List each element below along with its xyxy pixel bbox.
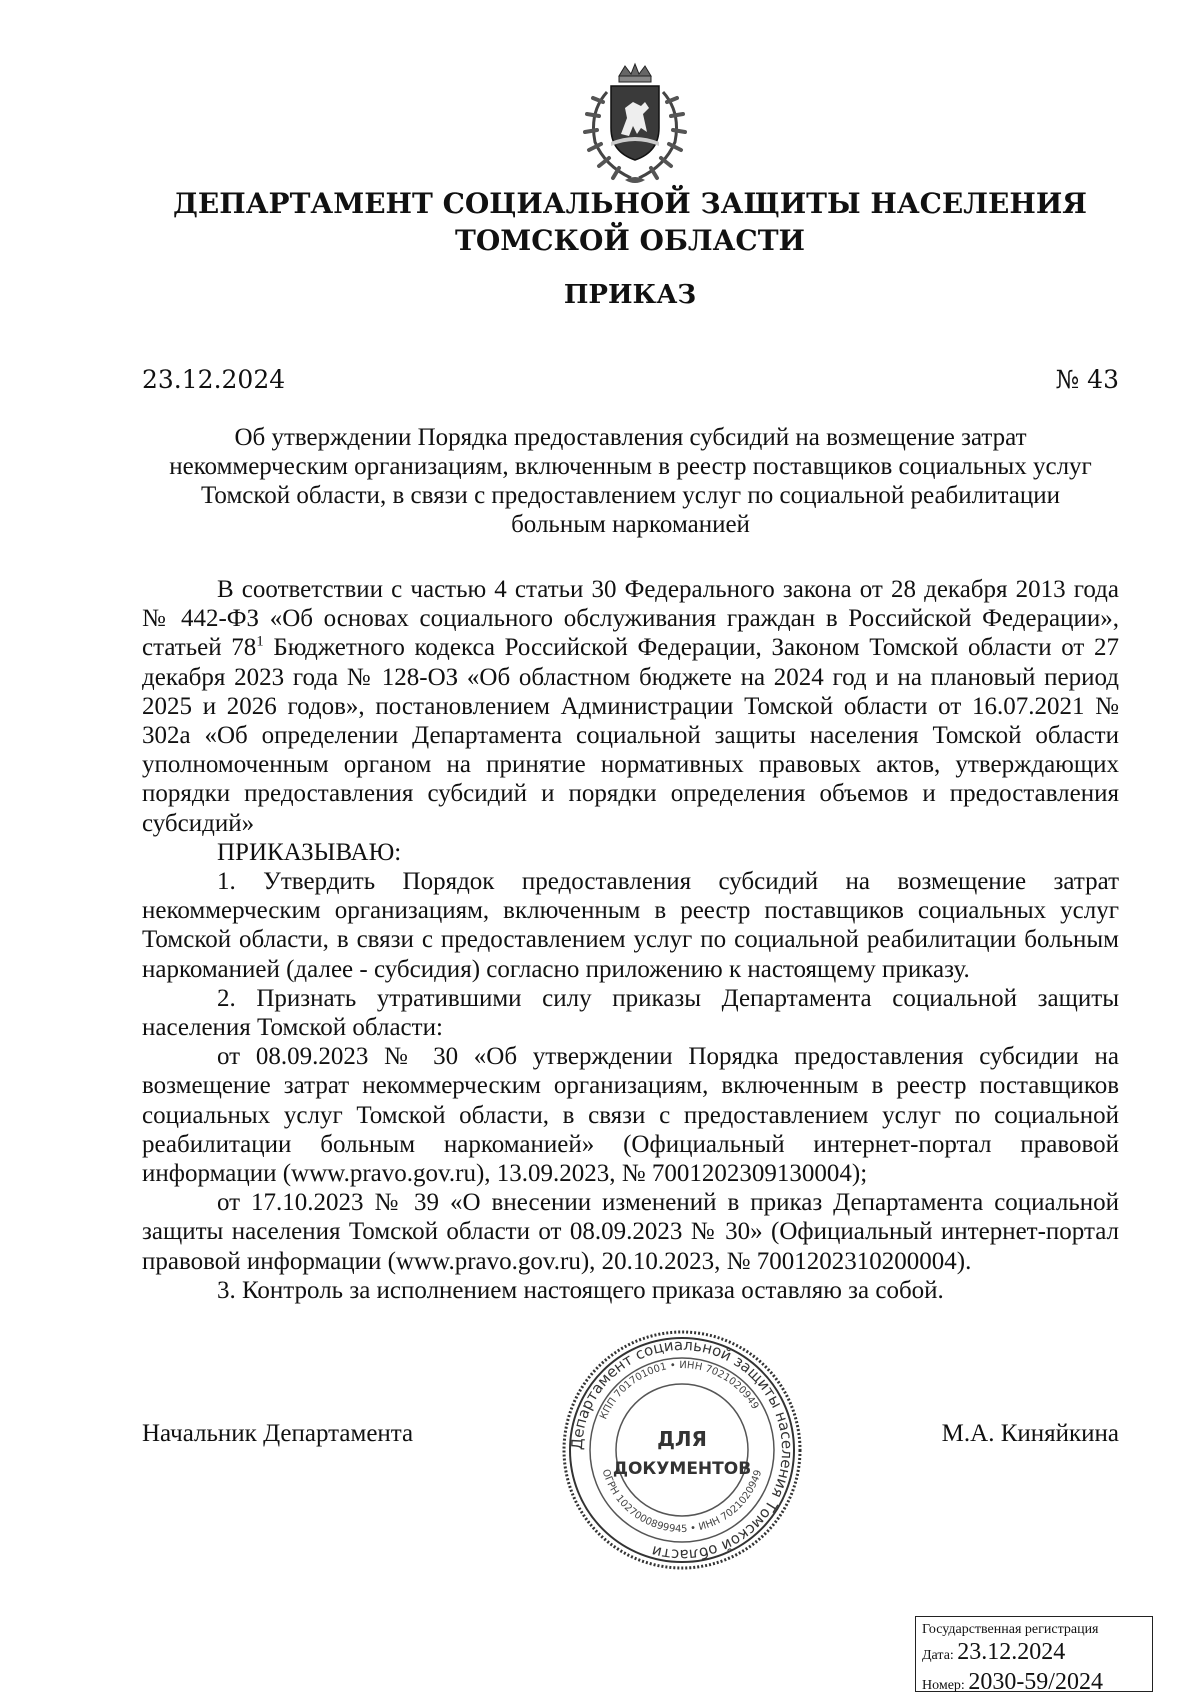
signatory-name: М.А. Киняйкина	[941, 1420, 1119, 1447]
official-seal-stamp	[560, 1328, 804, 1572]
subject-line: больным наркоманией	[511, 511, 750, 538]
preamble-text-b: Бюджетного кодекса Российской Федерации, Законом Томской области от 27 декабря 2023 года № 128-ОЗ «Об областном бюджете на 2024 год и на плановый период 2025 и 2026 годов», постановлением Администрации Томской области от 16.07.2021 № 302а «Об определении Департамента социальной защиты населения Томской области уполномоченным органом на принятие нормативных правовых актов, утверждающих порядки предоставления субсидий и порядки определения объемов и предоставления субсидий»	[142, 634, 1120, 837]
registration-number-row	[922, 1669, 1146, 1699]
order-item-3: 3. Контроль за исполнением настоящего приказа оставляю за собой.	[217, 1276, 944, 1304]
preamble-paragraph	[142, 575, 1119, 838]
order-body	[142, 575, 1119, 1305]
order-number: № 43	[1055, 365, 1119, 394]
stamp-inner-top-text: КПП 701701001 • ИНН 7021020949	[598, 1359, 761, 1422]
stamp-outer-text: Департамент социальной защиты населения Томской области	[567, 1335, 797, 1565]
registration-date-label: Дата:	[922, 1648, 954, 1663]
department-name-line1: ДЕПАРТАМЕНТ СОЦИАЛЬНОЙ ЗАЩИТЫ НАСЕЛЕНИЯ	[173, 187, 1087, 220]
order-item-2b: от 17.10.2023 № 39 «О внесении изменений в приказ Департамента социальной защиты населения Томской области от 08.09.2023 № 30» (Официальный интернет-портал правовой информации (www.pravo.gov.ru), 20.10.2023, № 7001202310200004).	[142, 1189, 1119, 1275]
subject-line: некоммерческим организациям, включенным в реестр поставщиков социальных услуг	[169, 453, 1092, 480]
registration-box	[915, 1616, 1153, 1695]
stamp-center-line1: ДЛЯ	[657, 1427, 707, 1451]
preamble-text-a: В соответствии с частью 4 статьи 30 Федерального закона от 28 декабря 2013 года № 442-ФЗ «Об основах социального обслуживания граждан в Российской Федерации», статьей 78	[142, 576, 1119, 662]
registration-number-value: 2030-59/2024	[968, 1669, 1103, 1695]
document-type-title: ПРИКАЗ	[563, 280, 697, 310]
order-item-2: 2. Признать утратившими силу приказы Департамента социальной защиты населения Томской области:	[142, 984, 1119, 1042]
order-item-2a: от 08.09.2023 № 30 «Об утверждении Порядка предоставления субсидии на возмещение затрат некоммерческим организациям, включенным в реестр поставщиков социальных услуг Томской области, в связи с предоставлением услуг по социальной реабилитации больным наркоманией» (Официальный интернет-портал правовой информации (www.pravo.gov.ru), 13.09.2023, № 7001202309130004);	[142, 1043, 1119, 1188]
subject-line: Томской области, в связи с предоставлением услуг по социальной реабилитации	[201, 482, 1060, 509]
registration-date-row	[922, 1639, 1146, 1669]
preamble-superscript: 1	[256, 634, 264, 651]
signatory-position: Начальник Департамента	[142, 1420, 414, 1447]
order-date: 23.12.2024	[142, 365, 286, 394]
stamp-center-line2: ДОКУМЕНТОВ	[612, 1459, 752, 1479]
registration-title: Государственная регистрация	[922, 1622, 1099, 1637]
department-name-line2: ТОМСКОЙ ОБЛАСТИ	[454, 224, 806, 257]
registration-date-value: 23.12.2024	[957, 1639, 1066, 1665]
registration-number-label: Номер:	[922, 1678, 965, 1693]
order-item-1: 1. Утвердить Порядок предоставления субсидий на возмещение затрат некоммерческим организациям, включенным в реестр поставщиков социальных услуг Томской области, в связи с предоставлением услуг по социальной реабилитации больным наркоманией (далее - субсидия) согласно приложению к настоящему приказу.	[142, 868, 1119, 983]
subject-line: Об утверждении Порядка предоставления субсидий на возмещение затрат	[234, 424, 1027, 451]
order-subject	[142, 423, 1119, 539]
stamp-inner-bottom-text: ОГРН 1027000899945 • ИНН 7021020949	[599, 1467, 765, 1536]
order-directive: ПРИКАЗЫВАЮ:	[217, 838, 402, 866]
coat-of-arms-emblem	[575, 62, 695, 190]
